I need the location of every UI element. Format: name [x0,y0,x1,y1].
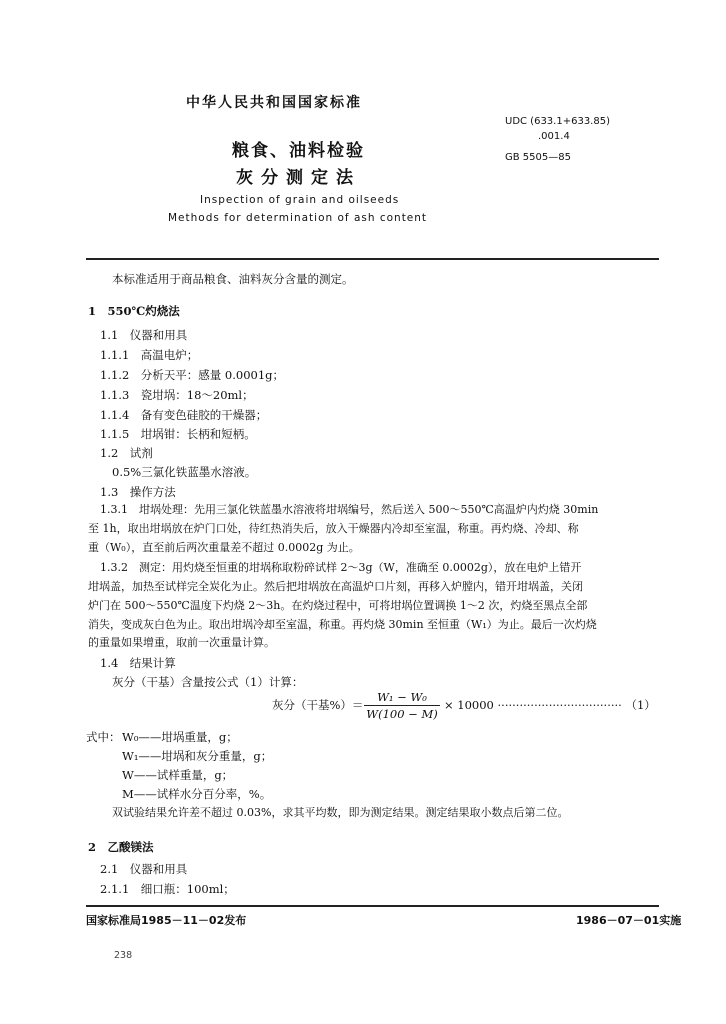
section-2-1-1: 2.1.1 细口瓶：100ml； [100,882,235,896]
section-1-1-5: 1.1.5 坩埚钳：长柄和短柄。 [100,427,256,441]
title-line-2: 灰分测定法 [236,168,361,188]
section-1-1-4: 1.1.4 备有变色硅胶的干燥器； [100,408,268,422]
title-line-1: 粮食、油料检验 [232,141,365,161]
formula-fraction-bar [364,705,440,706]
section-1-3-2-line-2: 坩埚盖，加热至试样完全炭化为止。然后把坩埚放在高温炉口片刻，再移入炉膛内，错开坩埚盖，关闭 [88,580,583,593]
header-rule [86,258,659,260]
section-1-1-3: 1.1.3 瓷坩埚：18～20ml； [100,388,254,402]
variable-w1: W₁——坩埚和灰分重量，g； [122,749,273,763]
english-title-line-1: Inspection of grain and oilseeds [200,194,400,206]
section-1-4-note: 双试验结果允许差不超过 0.03%，求其平均数，即为测定结果。测定结果取小数点后第二位。 [112,806,569,819]
section-1-3-2-line-5: 的重量如果增重，取前一次重量计算。 [88,636,275,649]
variable-w0: W₀——坩埚重量，g； [122,730,238,744]
variable-w: W——试样重量，g； [122,768,234,782]
issue-date: 国家标准局1985－11－02发布 [86,914,247,927]
section-1-3-1-line-1: 1.3.1 坩埚处理：先用三氯化铁蓝墨水溶液将坩埚编号，然后送入 500～550℃高温炉内灼烧 30min [100,503,599,516]
formula-numerator: W₁ − W₀ [377,690,427,704]
effective-date: 1986－07－01实施 [576,914,682,927]
english-title-line-2: Methods for determination of ash content [168,212,428,224]
section-1-1-1: 1.1.1 高温电炉； [100,348,199,362]
section-1-1: 1.1 仪器和用具 [100,328,188,342]
section-1-1-2: 1.1.2 分析天平：感量 0.0001g； [100,368,285,382]
variables-lead: 式中： [86,730,121,744]
udc-code-line-1: UDC (633.1+633.85) [505,116,610,127]
section-1-3-2-line-1: 1.3.2 测定：用灼烧至恒重的坩埚称取粉碎试样 2～3g（W，准确至 0.0002g），放在电炉上错开 [100,561,582,574]
section-1-4-text: 灰分（干基）含量按公式（1）计算： [112,675,304,689]
section-1-3: 1.3 操作方法 [100,485,176,499]
section-2-title: 2 乙酸镁法 [88,840,154,854]
intro-paragraph: 本标准适用于商品粮食、油料灰分含量的测定。 [112,272,354,286]
udc-code-line-2: .001.4 [538,131,570,142]
section-1-3-2-line-4: 消失，变成灰白色为止。取出坩埚冷却至室温，称重。再灼烧 30min 至恒重（W₁）为止。最后一次灼烧 [88,618,597,631]
section-1-title: 1 550℃灼烧法 [88,304,180,318]
page-number: 238 [114,950,133,961]
section-1-2: 1.2 试剂 [100,446,153,460]
org-title: 中华人民共和国国家标准 [186,95,362,111]
section-1-3-2-line-3: 炉门在 500～550℃温度下灼烧 2～3h。在灼烧过程中，可将坩埚位置调换 1～2 次，灼烧至黑点全部 [88,599,588,612]
section-1-4: 1.4 结果计算 [100,656,176,670]
gb-code: GB 5505—85 [505,152,571,163]
section-1-3-1-line-3: 重（W₀），直至前后两次重量差不超过 0.0002g 为止。 [88,541,360,554]
section-2-1: 2.1 仪器和用具 [100,862,188,876]
section-1-2-text: 0.5%三氯化铁蓝墨水溶液。 [112,465,257,479]
formula-rhs: × 10000 ·································· （1） [444,698,656,712]
section-1-3-1-line-2: 至 1h，取出坩埚放在炉门口处，待红热消失后，放入干燥器内冷却至室温，称重。再灼烧、冷却、称 [88,522,579,535]
variable-m: M——试样水分百分率，%。 [122,787,272,801]
footer-rule [86,905,659,907]
formula-lhs: 灰分（干基%）＝ [272,698,364,712]
formula-denominator: W(100 − M) [366,707,438,721]
